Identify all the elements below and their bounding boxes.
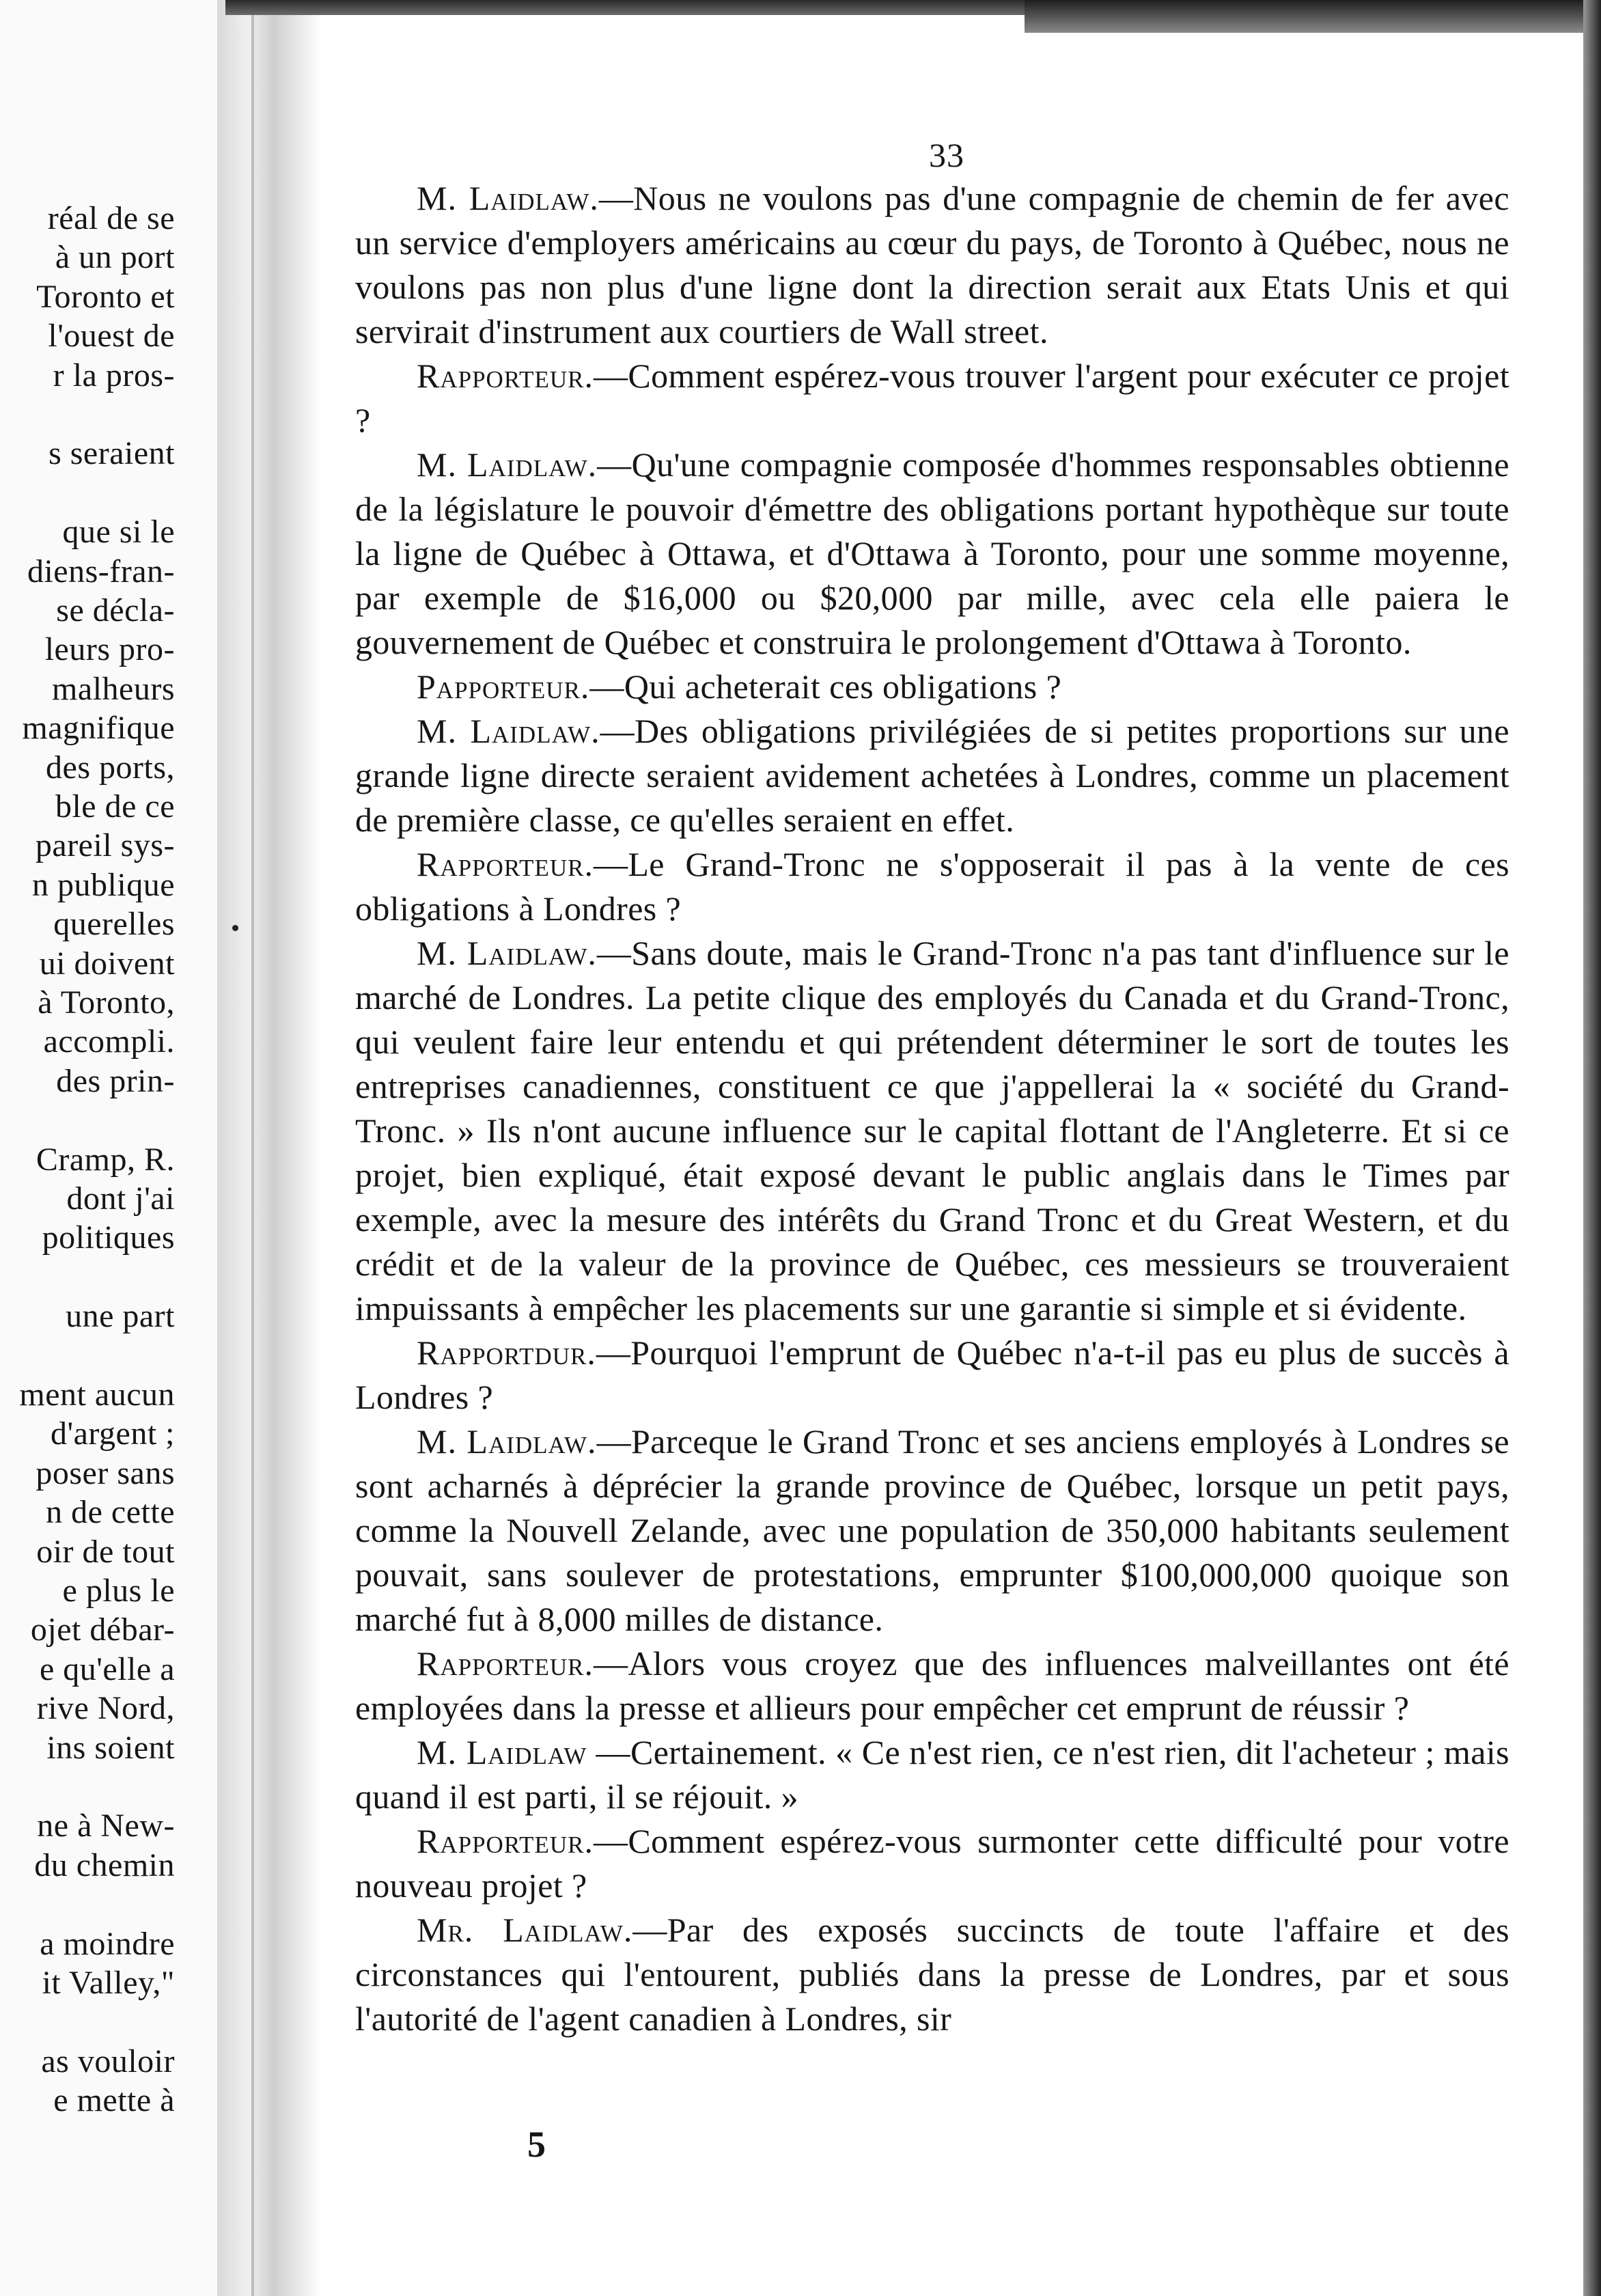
speaker-name: Mr. Laidlaw. <box>417 1911 633 1949</box>
scan-top-edge-right <box>1025 0 1601 33</box>
dialogue-paragraph <box>355 665 1509 709</box>
scan-right-edge <box>1583 0 1601 2296</box>
speaker-name: Rapportdur. <box>417 1333 596 1372</box>
paragraph-text: —Des obligations privilégiées de si petites proportions sur une grande ligne directe seraient avidement achetées à Londres, comme un placement de première classe, ce qu'elles seraient en effet. <box>355 712 1509 839</box>
speaker-name: Rapporteur. <box>417 357 594 395</box>
facing-page-line: oir de tout <box>36 1533 175 1570</box>
facing-page-line: e qu'elle a <box>39 1650 175 1687</box>
facing-page-line: Cramp, R. <box>36 1141 175 1178</box>
dialogue-paragraph <box>355 1730 1509 1819</box>
facing-page-line: e plus le <box>62 1573 175 1609</box>
gutter-fold-line <box>251 0 254 2296</box>
dialogue-paragraph <box>355 1908 1509 2041</box>
facing-page-line: d'argent ; <box>50 1415 175 1452</box>
signature-mark: 5 <box>527 2124 546 2165</box>
paragraph-text: —Comment espérez-vous trouver l'argent pour exécuter ce projet ? <box>355 357 1509 439</box>
paragraph-text: —Alors vous croyez que des influences malveillantes ont été employées dans la presse et allieurs pour empêcher cet emprunt de réussir ? <box>355 1644 1509 1727</box>
facing-page-line: malheurs <box>52 670 175 707</box>
facing-page-line: réal de se <box>47 200 175 236</box>
dialogue-paragraph <box>355 354 1509 443</box>
facing-page-line: n de cette <box>46 1494 175 1531</box>
dialogue-paragraph <box>355 1420 1509 1642</box>
facing-page-line: des prin- <box>56 1062 175 1099</box>
facing-page-line: pareil sys- <box>35 827 175 864</box>
facing-page-line: l'ouest de <box>48 318 175 355</box>
paragraph-text: —Nous ne voulons pas d'une compagnie de chemin de fer avec un service d'employers américains au cœur du pays, de Toronto à Québec, nous ne voulons pas non plus d'une ligne dont la direction serait aux Etats Unis et qui servirait d'instrument aux courtiers de Wall street. <box>355 179 1509 350</box>
facing-page-line: du chemin <box>34 1847 175 1883</box>
paragraph-text: —Par des exposés succincts de toute l'affaire et des circonstances qui l'entourent, publiés dans la presse de Londres, par et sous l'autorité de l'agent canadien à Londres, sir <box>355 1911 1509 2038</box>
book-gutter <box>217 0 320 2296</box>
facing-page-line: une part <box>66 1298 175 1335</box>
paragraph-text: —Qu'une compagnie composée d'hommes responsables obtienne de la législature le pouvoir d'émettre des obligations portant hypothèque sur toute la ligne de Québec à Ottawa, et d'Ottawa à Toronto, pour une somme moyenne, par exemple de $16,000 ou $20,000 par mille, avec cela elle paiera le gouvernement de Québec et construira le prolongement d'Ottawa à Toronto. <box>355 445 1509 661</box>
facing-page-line: ins soient <box>46 1729 175 1766</box>
speaker-name: Rapporteur. <box>417 1644 594 1683</box>
facing-page-line: e mette à <box>53 2082 175 2119</box>
paragraph-text: —Comment espérez-vous surmonter cette difficulté pour votre nouveau projet ? <box>355 1822 1509 1905</box>
dialogue-paragraph <box>355 842 1509 931</box>
paragraph-text: —Certainement. « Ce n'est rien, ce n'est rien, dit l'acheteur ; mais quand il est parti, il se réjouit. » <box>355 1733 1509 1816</box>
speaker-name: Papporteur. <box>417 667 590 706</box>
speaker-name: M. Laidlaw <box>417 1733 587 1771</box>
facing-page-line: magnifique <box>22 710 175 747</box>
speaker-name: Rapporteur. <box>417 845 594 883</box>
facing-page-line: n publique <box>32 866 175 903</box>
paragraph-text: —Sans doute, mais le Grand-Tronc n'a pas tant d'influence sur le marché de Londres. La petite clique des employés du Canada et du Grand-Tronc, qui veulent faire leur entendu et qui prétendent déterminer le sort de toutes les entreprises canadiennes, constituent ce que j'appellerai la « société du Grand-Tronc. » Ils n'ont aucune influence sur le capital flottant de l'Angleterre. Et si ce projet, bien expliqué, était exposé devant le public anglais dans le Times par exemple, avec la mesure des intérêts du Grand Tronc et du Great Western, et du crédit et de la valeur de la province de Québec, ces messieurs se trouveraient impuissants à empêcher les placements sur une garantie si simple et si évidente. <box>355 934 1509 1327</box>
paragraph-text: —Le Grand-Tronc ne s'opposerait il pas à la vente de ces obligations à Londres ? <box>355 845 1509 928</box>
facing-page-line: politiques <box>42 1219 175 1256</box>
facing-page-line: que si le <box>62 514 175 551</box>
facing-page-line: accompli. <box>43 1023 175 1060</box>
facing-page-line: ojet débar- <box>30 1612 175 1648</box>
dialogue-paragraph <box>355 1642 1509 1730</box>
page-number: 33 <box>929 136 964 174</box>
facing-page-line: a moindre <box>40 1925 175 1962</box>
facing-page-line: ment aucun <box>19 1377 175 1413</box>
facing-page-line: à un port <box>55 239 175 276</box>
dialogue-paragraph <box>355 931 1509 1331</box>
facing-page-line: leurs pro- <box>44 631 175 668</box>
facing-page-line: diens-fran- <box>27 553 175 590</box>
facing-page-line: poser sans <box>36 1454 175 1491</box>
facing-page-line: as vouloir <box>41 2043 175 2079</box>
speaker-name: M. Laidlaw. <box>417 712 600 750</box>
dialogue-paragraph <box>355 1331 1509 1420</box>
margin-dot <box>232 925 238 931</box>
facing-page-line: ui doivent <box>39 945 175 982</box>
facing-page-line: ble de ce <box>55 788 175 825</box>
facing-page-line: se décla- <box>56 592 175 628</box>
facing-page-line: s seraient <box>48 435 175 472</box>
facing-page-line: à Toronto, <box>38 984 175 1021</box>
facing-page-line: dont j'ai <box>66 1180 175 1217</box>
speaker-name: M. Laidlaw. <box>417 934 597 972</box>
facing-page-line: des ports, <box>46 749 175 786</box>
facing-page-line: Toronto et <box>36 278 175 315</box>
paragraph-text: —Parceque le Grand Tronc et ses anciens employés à Londres se sont acharnés à déprécier la grande province de Québec, lorsque un petit pays, comme la Nouvell Zelande, avec une population de 350,000 habitants seulement pouvait, sans soulever de protestations, emprunter $100,000,000 quoique son marché fut à 8,000 milles de distance. <box>355 1422 1509 1638</box>
speaker-name: M. Laidlaw. <box>417 1422 597 1461</box>
paragraph-text: —Qui acheterait ces obligations ? <box>589 667 1062 706</box>
facing-page-line: ne à New- <box>37 1808 175 1844</box>
dialogue-paragraph <box>355 709 1509 842</box>
dialogue-paragraph <box>355 1819 1509 1908</box>
facing-page-line: it Valley," <box>42 1965 175 2001</box>
facing-page-line: r la pros- <box>53 357 175 393</box>
page-body <box>355 176 1509 2041</box>
dialogue-paragraph <box>355 443 1509 665</box>
speaker-name: M. Laidlaw. <box>417 179 599 217</box>
speaker-name: Rapporteur. <box>417 1822 594 1860</box>
speaker-name: M. Laidlaw. <box>417 445 598 484</box>
dialogue-paragraph <box>355 176 1509 354</box>
facing-page-line: querelles <box>53 906 175 943</box>
facing-page-line: rive Nord, <box>36 1690 175 1727</box>
facing-page-fragment <box>0 0 217 2296</box>
paragraph-text: —Pourquoi l'emprunt de Québec n'a-t-il pas eu plus de succès à Londres ? <box>355 1333 1509 1416</box>
